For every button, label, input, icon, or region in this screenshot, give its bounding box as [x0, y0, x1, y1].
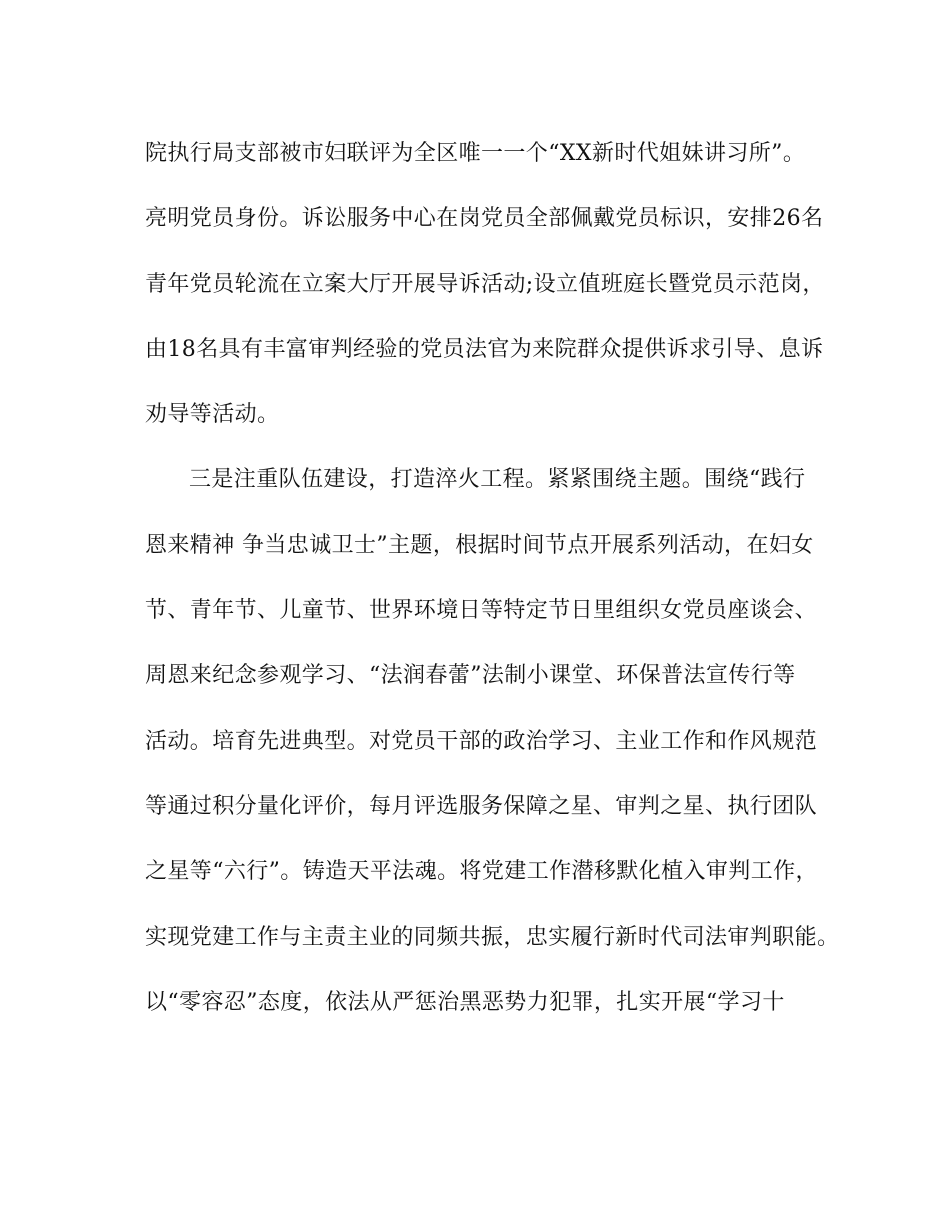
text-line-12: 之星等“六行”。铸造天平法魂。将党建工作潜移默化植入审判工作， — [145, 859, 818, 885]
text-line-7: 恩来精神 争当忠诚卫士”主题，根据时间节点开展系列活动，在妇女 — [145, 532, 814, 558]
text-line-11: 等通过积分量化评价，每月评选服务保障之星、审判之星、执行团队 — [145, 793, 818, 819]
text-line-13: 实现党建工作与主责主业的同频共振，忠实履行新时代司法审判职能。 — [145, 924, 840, 950]
text-line-2: 亮明党员身份。诉讼服务中心在岗党员全部佩戴党员标识，安排26名 — [145, 206, 824, 232]
text-line-6-paragraph-start: 三是注重队伍建设，打造淬火工程。紧紧围绕主题。围绕“践行 — [189, 467, 806, 493]
text-line-3: 青年党员轮流在立案大厅开展导诉活动;设立值班庭长暨党员示范岗， — [145, 271, 825, 297]
body-text — [145, 121, 840, 1035]
text-line-9: 周恩来纪念参观学习、“法润春蕾”法制小课堂、环保普法宣传行等 — [145, 663, 796, 689]
text-line-10: 活动。培育先进典型。对党员干部的政治学习、主业工作和作风规范 — [145, 728, 818, 754]
text-line-1: 院执行局支部被市妇联评为全区唯一一个“XX新时代姐妹讲习所”。 — [145, 141, 806, 166]
text-line-8: 节、青年节、儿童节、世界环境日等特定节日里组织女党员座谈会、 — [145, 598, 818, 624]
text-line-5: 劝导等活动。 — [145, 402, 280, 428]
text-line-14: 以“零容忍”态度，依法从严惩治黑恶势力犯罪，扎实开展“学习十 — [145, 989, 785, 1015]
text-line-4: 由18名具有丰富审判经验的党员法官为来院群众提供诉求引导、息诉 — [145, 336, 824, 362]
